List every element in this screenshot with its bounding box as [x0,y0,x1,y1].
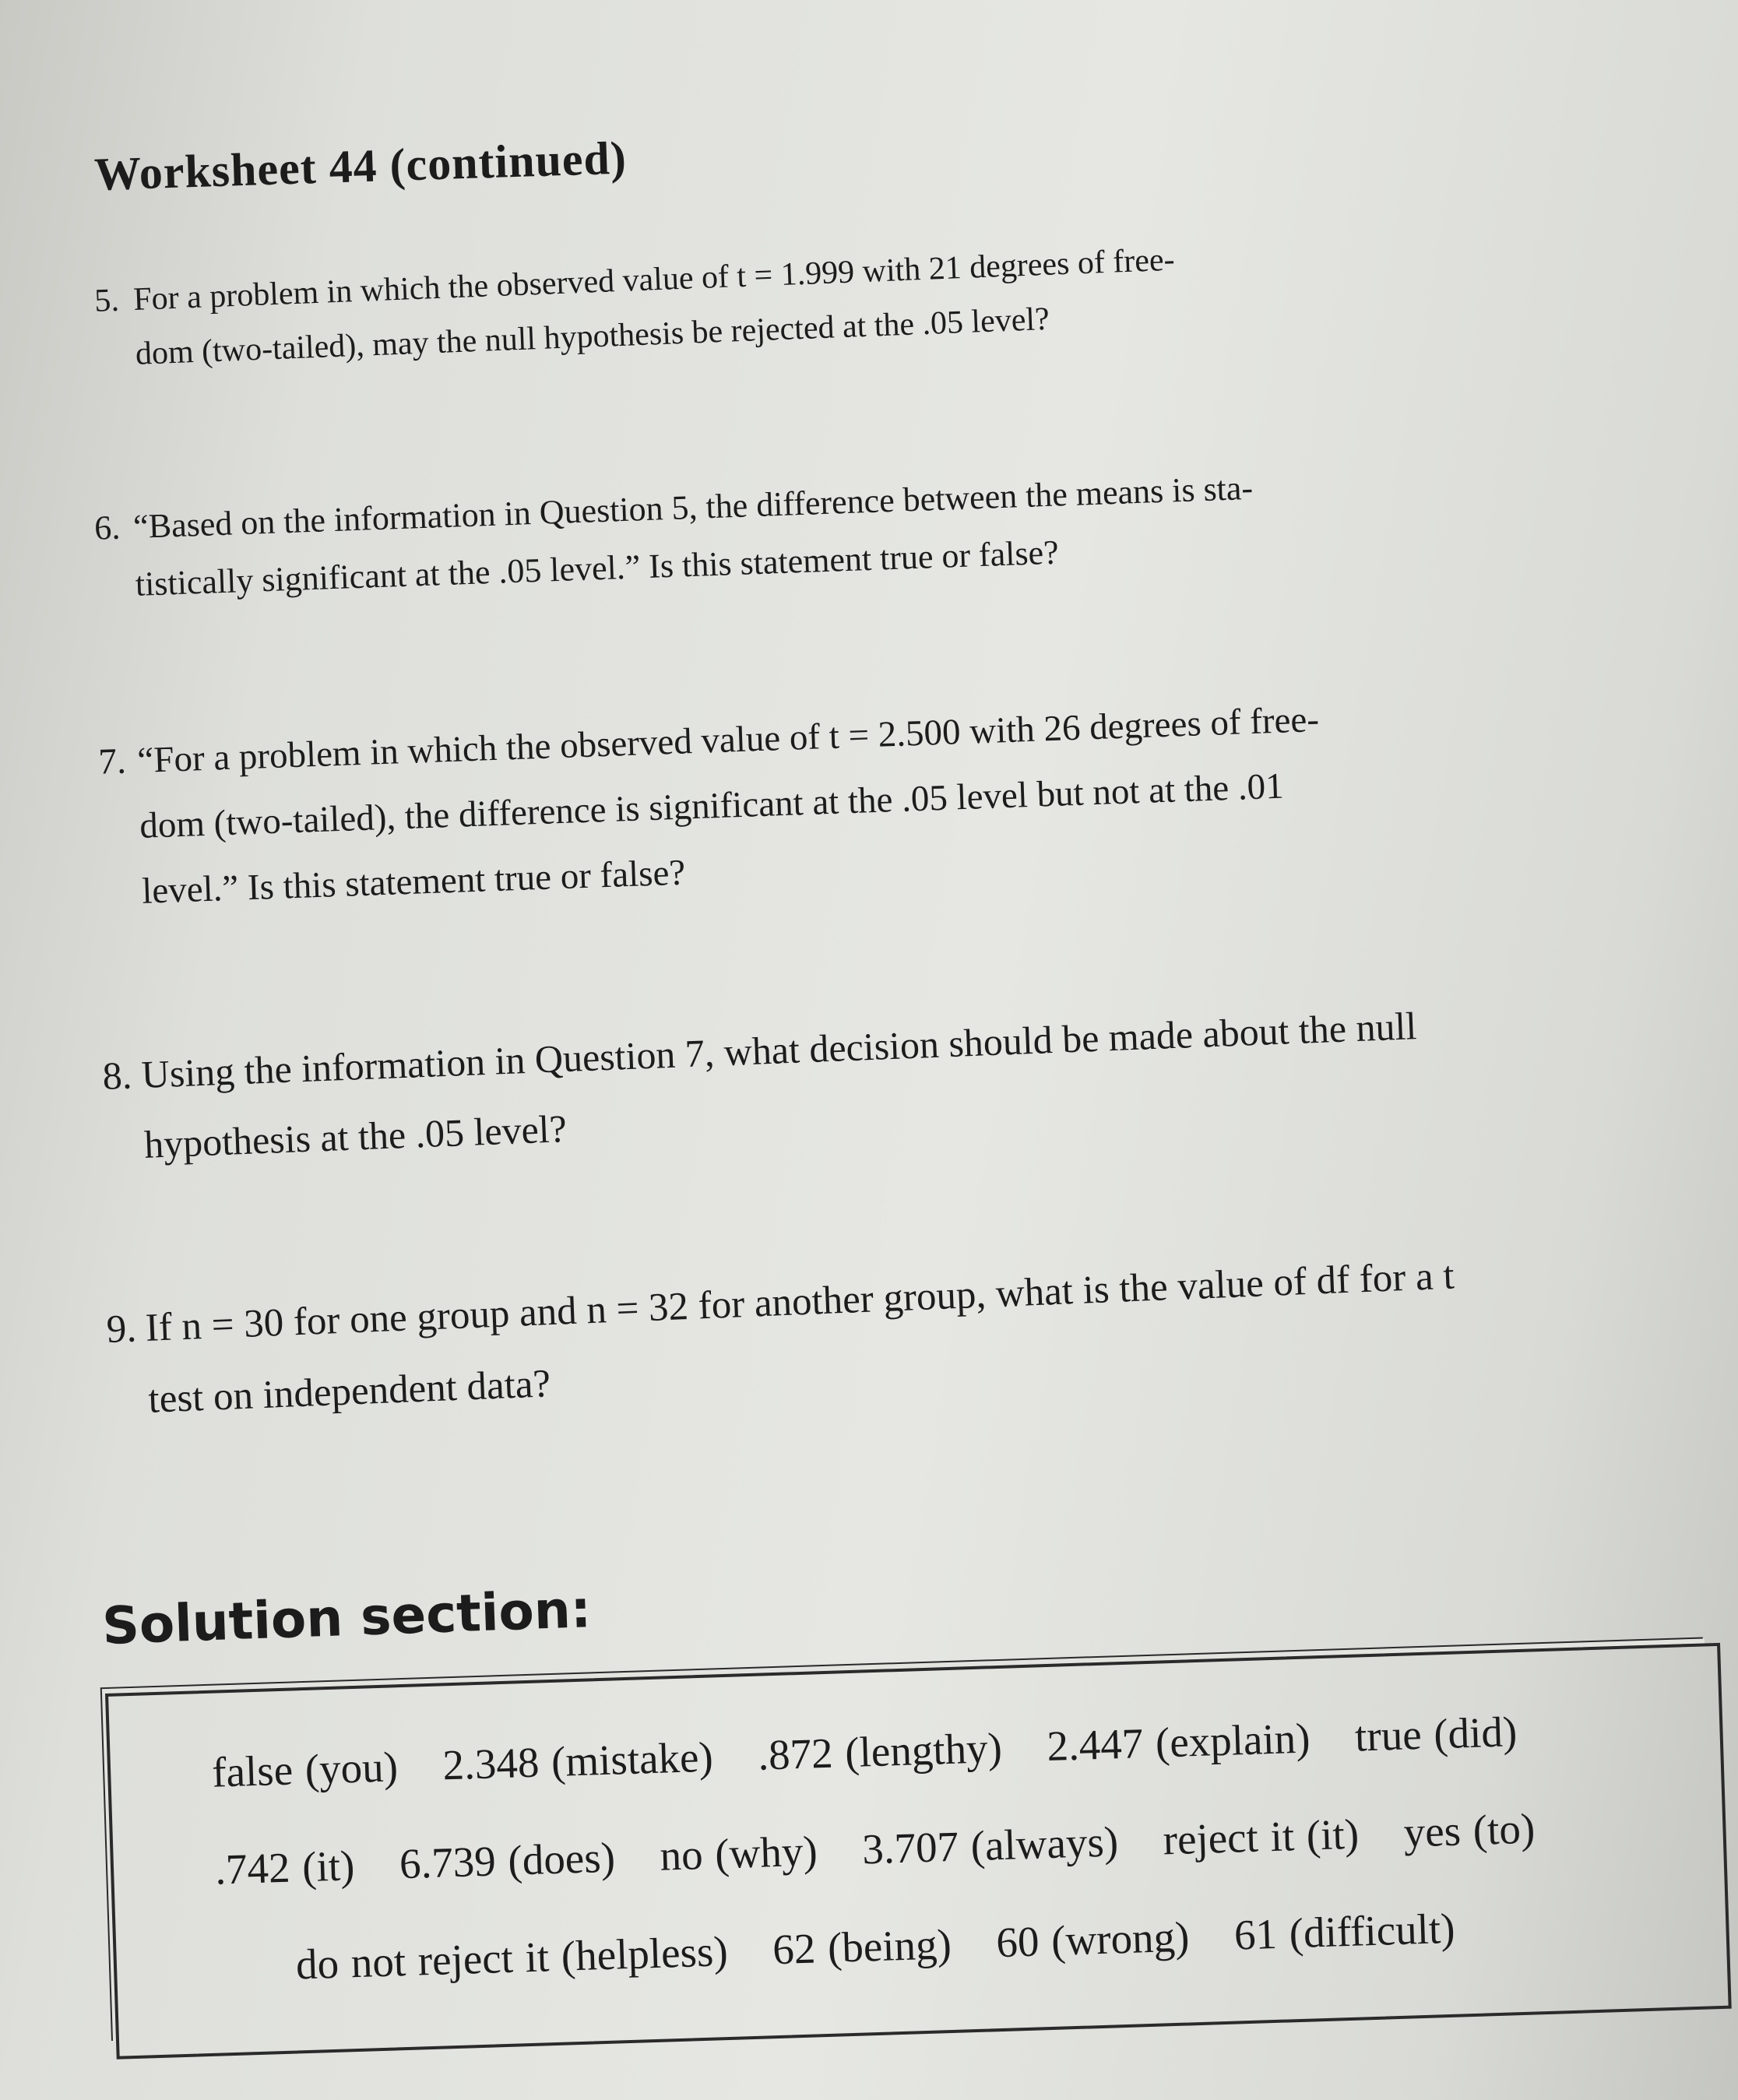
worksheet-title: Worksheet 44 (continued) [93,132,628,200]
solution-item: 6.739 (does) [399,1833,616,1888]
question-line: test on independent data? [147,1362,552,1422]
question-line: For a problem in which the observed value of t = 1.999 with 21 degrees of free- [132,241,1176,318]
question-5 [93,233,1178,382]
solution-item: .872 (lengthy) [757,1723,1003,1779]
solution-item: 2.447 (explain) [1046,1714,1311,1771]
solution-item: 2.348 (mistake) [442,1732,714,1789]
question-line: dom (two-tailed), the difference is significant at the .05 level but not at the .01 [139,765,1285,846]
solution-item: do not reject it (helpless) [295,1927,729,1989]
question-number: 8. [101,1053,133,1098]
solution-row-1 [211,1706,1550,1797]
solution-item: false (you) [211,1743,399,1796]
solution-item: 60 (wrong) [995,1912,1191,1967]
solution-box [105,1643,1732,2060]
question-line: If n = 30 for one group and n = 32 for another group, what is the value of df for a t [144,1254,1455,1350]
solution-item: no (why) [659,1827,818,1880]
question-8 [101,990,1420,1180]
solution-item: reject it (it) [1162,1810,1360,1864]
solution-row-3 [295,1902,1488,1989]
question-number: 7. [97,740,127,783]
question-line: Using the information in Question 7, what decision should be made about the null [140,1004,1418,1096]
solution-section-title: Solution section: [101,1579,593,1656]
question-line: dom (two-tailed), may the null hypothesis be rejected at the .05 level? [135,301,1050,372]
question-line: “Based on the information in Question 5, the difference between the means is sta- [132,468,1254,546]
solution-item: 62 (being) [772,1920,952,1974]
question-7 [97,687,1325,924]
question-number: 5. [93,282,120,319]
question-number: 6. [93,508,121,547]
solution-item: true (did) [1354,1708,1518,1761]
question-6 [93,459,1256,614]
solution-item: 3.707 (always) [861,1817,1119,1873]
question-line: tistically significant at the .05 level.” Is this statement true or false? [135,533,1060,603]
solution-row-2 [214,1803,1568,1894]
question-number: 9. [105,1307,138,1352]
question-line: level.” Is this statement true or false? [141,852,687,912]
solution-item: yes (to) [1402,1804,1536,1856]
question-9 [105,1240,1458,1435]
question-line: “For a problem in which the observed value of t = 2.500 with 26 degrees of free- [136,699,1320,781]
solution-item: 61 (difficult) [1233,1904,1456,1959]
question-line: hypothesis at the .05 level? [143,1106,568,1166]
solution-item: .742 (it) [214,1841,356,1894]
